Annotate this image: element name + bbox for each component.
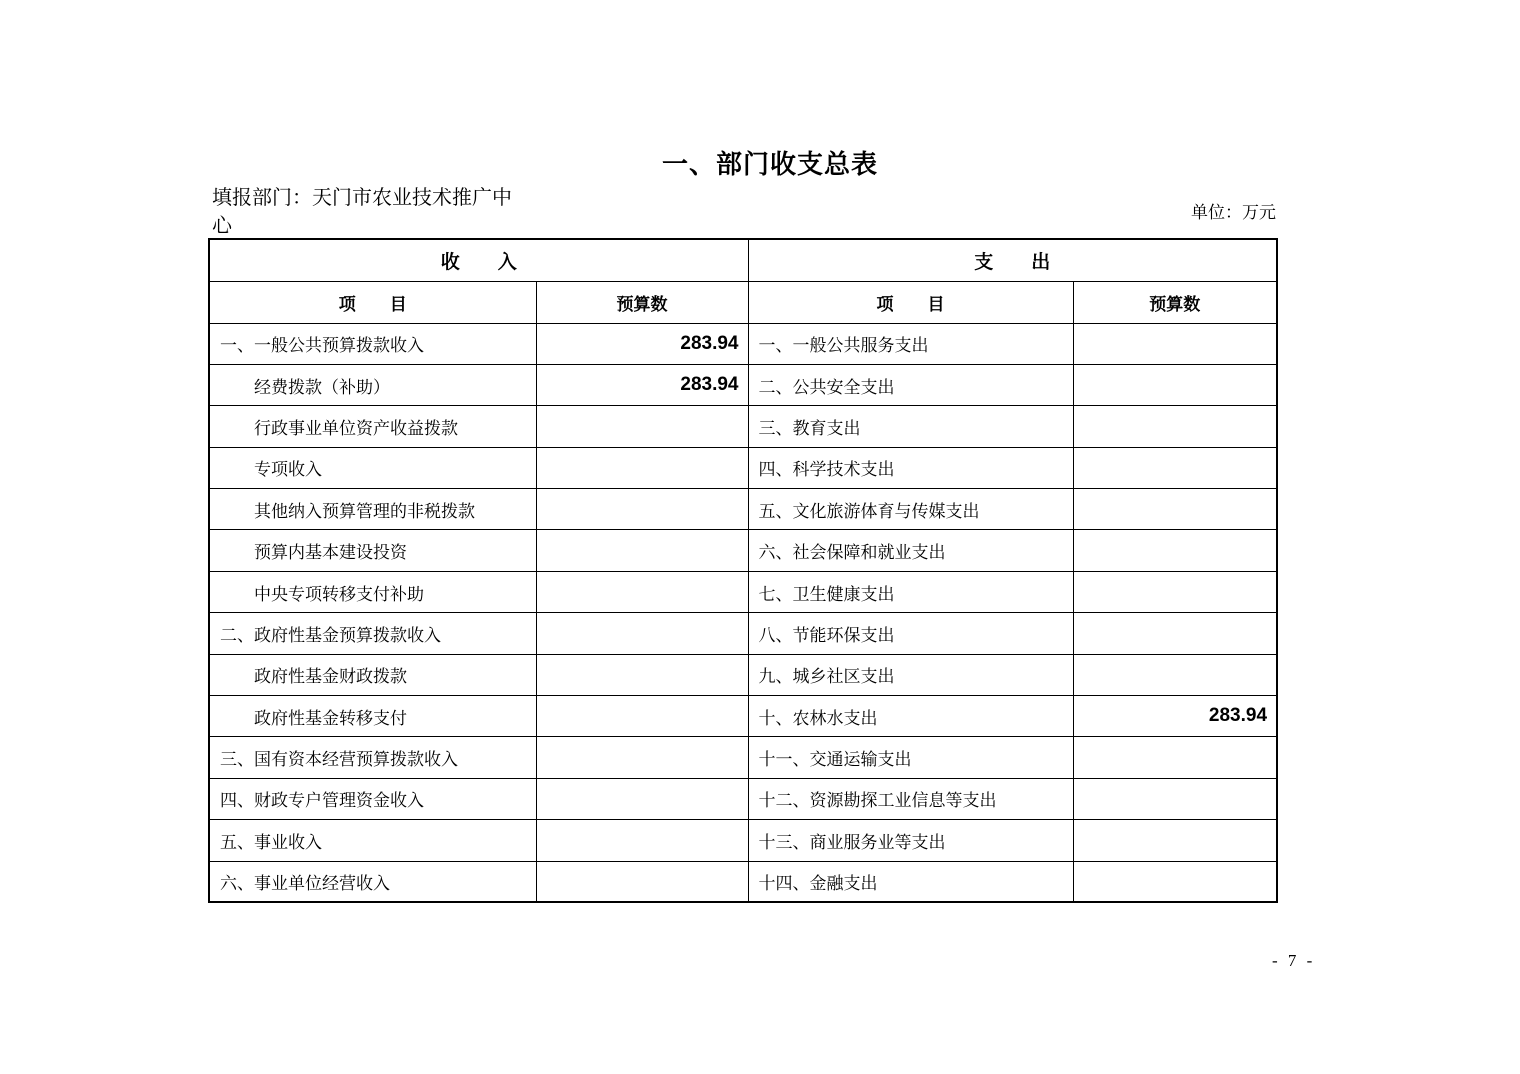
income-item-cell: 中央专项转移支付补助 <box>209 571 536 612</box>
income-item-cell: 二、政府性基金预算拨款收入 <box>209 613 536 654</box>
expense-budget-cell <box>1073 861 1277 902</box>
expense-item-cell: 八、节能环保支出 <box>748 613 1073 654</box>
income-budget-cell <box>536 696 748 737</box>
table-row <box>209 696 1277 737</box>
income-budget-cell <box>536 861 748 902</box>
expense-section-header: 支 出 <box>748 239 1277 281</box>
income-item-cell: 专项收入 <box>209 447 536 488</box>
income-item-cell: 一、一般公共预算拨款收入 <box>209 323 536 364</box>
income-item-column-header: 项 目 <box>209 281 536 323</box>
table-row <box>209 364 1277 405</box>
expense-budget-cell <box>1073 820 1277 861</box>
table-row <box>209 489 1277 530</box>
income-section-header: 收 入 <box>209 239 748 281</box>
expense-budget-cell <box>1073 323 1277 364</box>
expense-item-cell: 三、教育支出 <box>748 406 1073 447</box>
income-item-cell: 政府性基金转移支付 <box>209 696 536 737</box>
page-number: - 7 - <box>1272 951 1316 970</box>
unit-label: 单位：万元 <box>1191 203 1276 222</box>
expense-item-cell: 十、农林水支出 <box>748 696 1073 737</box>
income-budget-cell <box>536 654 748 695</box>
table-row <box>209 654 1277 695</box>
table-row <box>209 323 1277 364</box>
income-budget-cell <box>536 778 748 819</box>
table-row <box>209 861 1277 902</box>
expense-item-cell: 九、城乡社区支出 <box>748 654 1073 695</box>
expense-item-cell: 七、卫生健康支出 <box>748 571 1073 612</box>
income-budget-cell <box>536 571 748 612</box>
income-item-cell: 其他纳入预算管理的非税拨款 <box>209 489 536 530</box>
income-budget-cell: 283.94 <box>536 323 748 364</box>
income-item-cell: 行政事业单位资产收益拨款 <box>209 406 536 447</box>
expense-item-cell: 一、一般公共服务支出 <box>748 323 1073 364</box>
expense-budget-cell <box>1073 778 1277 819</box>
table-row <box>209 737 1277 778</box>
expense-budget-cell <box>1073 489 1277 530</box>
income-item-cell: 经费拨款（补助） <box>209 364 536 405</box>
income-item-cell: 预算内基本建设投资 <box>209 530 536 571</box>
income-budget-cell <box>536 613 748 654</box>
income-budget-cell <box>536 820 748 861</box>
income-item-cell: 三、国有资本经营预算拨款收入 <box>209 737 536 778</box>
reporting-department-label: 填报部门：天门市农业技术推广中心 <box>212 187 512 237</box>
expense-budget-cell <box>1073 654 1277 695</box>
expense-budget-column-header: 预算数 <box>1073 281 1277 323</box>
expense-item-cell: 十二、资源勘探工业信息等支出 <box>748 778 1073 819</box>
expense-budget-cell <box>1073 447 1277 488</box>
income-item-cell: 政府性基金财政拨款 <box>209 654 536 695</box>
income-budget-cell <box>536 737 748 778</box>
expense-budget-cell <box>1073 613 1277 654</box>
income-item-cell: 六、事业单位经营收入 <box>209 861 536 902</box>
expense-item-cell: 五、文化旅游体育与传媒支出 <box>748 489 1073 530</box>
expense-budget-cell <box>1073 364 1277 405</box>
income-budget-cell <box>536 530 748 571</box>
expense-item-cell: 二、公共安全支出 <box>748 364 1073 405</box>
income-budget-cell <box>536 406 748 447</box>
expense-item-cell: 六、社会保障和就业支出 <box>748 530 1073 571</box>
income-budget-cell <box>536 447 748 488</box>
table-row <box>209 613 1277 654</box>
table-row <box>209 778 1277 819</box>
income-budget-cell <box>536 489 748 530</box>
expense-item-column-header: 项 目 <box>748 281 1073 323</box>
expense-budget-cell <box>1073 737 1277 778</box>
expense-item-cell: 十四、金融支出 <box>748 861 1073 902</box>
expense-budget-cell <box>1073 571 1277 612</box>
income-budget-cell: 283.94 <box>536 364 748 405</box>
expense-item-cell: 四、科学技术支出 <box>748 447 1073 488</box>
budget-summary-table <box>208 238 1278 903</box>
expense-budget-cell <box>1073 530 1277 571</box>
table-row <box>209 530 1277 571</box>
income-item-cell: 四、财政专户管理资金收入 <box>209 778 536 819</box>
expense-budget-cell <box>1073 406 1277 447</box>
table-body <box>209 323 1277 902</box>
page-title: 一、部门收支总表 <box>661 150 878 179</box>
table-row <box>209 447 1277 488</box>
expense-item-cell: 十三、商业服务业等支出 <box>748 820 1073 861</box>
table-row <box>209 820 1277 861</box>
table-row <box>209 571 1277 612</box>
expense-item-cell: 十一、交通运输支出 <box>748 737 1073 778</box>
column-header-row <box>209 281 1277 323</box>
income-budget-column-header: 预算数 <box>536 281 748 323</box>
expense-budget-cell: 283.94 <box>1073 696 1277 737</box>
table-row <box>209 406 1277 447</box>
section-header-row <box>209 239 1277 281</box>
income-item-cell: 五、事业收入 <box>209 820 536 861</box>
